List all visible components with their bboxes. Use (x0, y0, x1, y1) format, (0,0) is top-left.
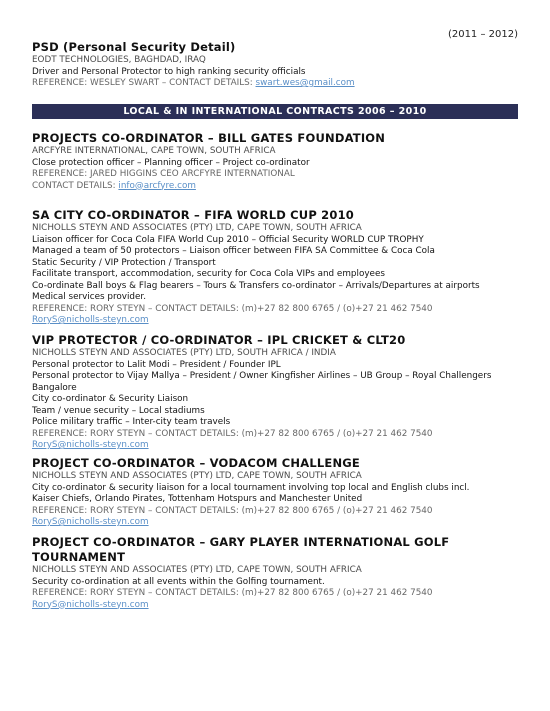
email-link[interactable]: swart.wes@gmail.com (255, 78, 355, 88)
detail-line: Bangalore (32, 382, 77, 393)
company-line: EODT TECHNOLOGIES, BAGHDAD, IRAQ (32, 55, 206, 65)
detail-line: Police military traffic – Inter-city team travels (32, 417, 231, 427)
reference-line: REFERENCE: RORY STEYN – CONTACT DETAILS: (m)+27 82 800 6765 / (o)+27 21 462 7540 (32, 505, 433, 516)
section-ipl (32, 333, 518, 452)
reference-line: REFERENCE: RORY STEYN – CONTACT DETAILS: (m)+27 82 800 6765 / (o)+27 21 462 7540 (32, 428, 433, 439)
detail-line: City co-ordinator & Security Liaison (32, 394, 189, 404)
detail-line: Security co-ordination at all events within the Golfing tournament. (32, 576, 325, 587)
section-title: PROJECTS CO-ORDINATOR – BILL GATES FOUNDATION (32, 131, 386, 145)
section-psd (32, 40, 518, 90)
detail-line: Static Security / VIP Protection / Transport (32, 257, 216, 268)
section-title: VIP PROTECTOR / CO-ORDINATOR – IPL CRICKET & CLT20 (32, 333, 406, 347)
section-title: PROJECT CO-ORDINATOR – VODACOM CHALLENGE (32, 456, 360, 470)
detail-line: City co-ordinator & security liaison for a local tournament involving top local and English clubs incl. (32, 482, 470, 493)
detail-line: Kaiser Chiefs, Orlando Pirates, Tottenham Hotspurs and Manchester United (32, 494, 363, 504)
date-range: (2011 – 2012) (447, 29, 518, 40)
section-vodacom (32, 456, 518, 529)
detail-line: Personal protector to Vijay Mallya – President / Owner Kingfisher Airlines – UB Group – Royal Challengers (32, 371, 492, 381)
contact-text: CONTACT DETAILS: (32, 180, 119, 191)
section-title: SA CITY CO-ORDINATOR – FIFA WORLD CUP 2010 (32, 208, 354, 222)
detail-line: Facilitate transport, accommodation, security for Coca Cola VIPs and employees (32, 269, 385, 279)
detail-line: Managed a team of 50 protectors – Liaison officer between FIFA SA Committee & Coca Cola (32, 246, 435, 256)
company-line: ARCFYRE INTERNATIONAL, CAPE TOWN, SOUTH AFRICA (32, 146, 276, 156)
reference-line: REFERENCE: RORY STEYN – CONTACT DETAILS: (m)+27 82 800 6765 / (o)+27 21 462 7540 (32, 588, 433, 598)
section-gary-player (32, 535, 518, 611)
detail-line: Co-ordinate Ball boys & Flag bearers – Tours & Transfers co-ordinator – Arrivals/Departures at airports (32, 280, 480, 291)
section-title: PROJECT CO-ORDINATOR – GARY PLAYER INTERNATIONAL GOLF TOURNAMENT (32, 535, 450, 564)
contact-line (32, 181, 518, 193)
role-line: Driver and Personal Protector to high ranking security officials (32, 66, 306, 77)
section-bill-gates (32, 131, 518, 192)
section-fifa (32, 208, 518, 327)
reference-line (32, 78, 518, 90)
reference-text: REFERENCE: WESLEY SWART – CONTACT DETAILS: (32, 78, 256, 88)
detail-line: Liaison officer for Coca Cola FIFA World Cup 2010 – Official Security WORLD CUP TROPHY (32, 234, 424, 245)
detail-line: Team / venue security – Local stadiums (32, 405, 205, 416)
email-link[interactable]: RoryS@nicholls-steyn.com (32, 315, 149, 325)
role-line: Close protection officer – Planning officer – Project co-ordinator (32, 157, 310, 168)
detail-line: Personal protector to Lalit Modi – President / Founder IPL (32, 359, 281, 370)
company-line: NICHOLLS STEYN AND ASSOCIATES (PTY) LTD, CAPE TOWN, SOUTH AFRICA (32, 223, 362, 233)
email-link[interactable]: RoryS@nicholls-steyn.com (32, 440, 149, 450)
detail-line: Medical services provider. (32, 292, 147, 302)
reference-line: REFERENCE: RORY STEYN – CONTACT DETAILS: (m)+27 82 800 6765 / (o)+27 21 462 7540 (32, 303, 433, 314)
company-line: NICHOLLS STEYN AND ASSOCIATES (PTY) LTD, CAPE TOWN, SOUTH AFRICA (32, 471, 362, 481)
email-link[interactable]: RoryS@nicholls-steyn.com (32, 517, 149, 527)
company-line: NICHOLLS STEYN AND ASSOCIATES (PTY) LTD, CAPE TOWN, SOUTH AFRICA (32, 565, 362, 575)
email-link[interactable]: info@arcfyre.com (118, 180, 196, 191)
contracts-banner: LOCAL & IN INTERNATIONAL CONTRACTS 2006 – 2010 (32, 104, 518, 119)
section-title: PSD (Personal Security Detail) (32, 40, 236, 54)
company-line: NICHOLLS STEYN AND ASSOCIATES (PTY) LTD, SOUTH AFRICA / INDIA (32, 348, 336, 358)
email-link[interactable]: RoryS@nicholls-steyn.com (32, 599, 149, 610)
reference-line: REFERENCE: JARED HIGGINS CEO ARCFYRE INTERNATIONAL (32, 169, 295, 179)
